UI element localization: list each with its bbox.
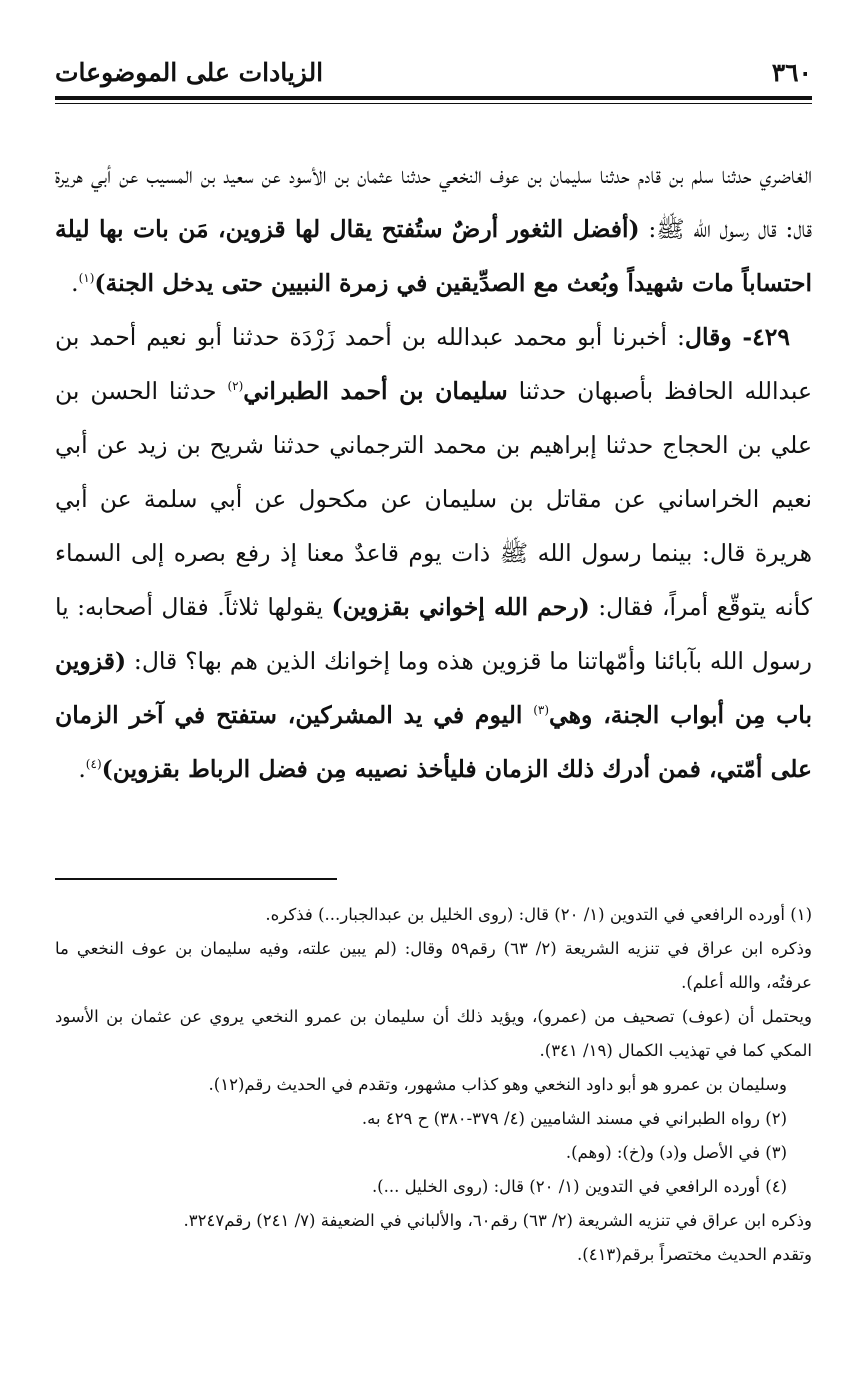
footnotes xyxy=(55,898,812,1272)
page-number: ٣٦٠ xyxy=(771,57,812,87)
paragraph-hadith-429 xyxy=(55,310,812,796)
hadith-text: (أفضل الثغور أرضٌ ستُفتح يقال لها قزوين، مَن بات بها ليلة احتساباً مات شهيداً وبُعث مع الصدِّيقين في زمرة النبيين حتى يدخل الجنة) xyxy=(55,215,812,297)
footnote-2: (٢) رواه الطبراني في مسند الشاميين (٤/ ٣٧٩-٣٨٠) ح ٤٢٩ به. xyxy=(361,1109,787,1128)
running-header xyxy=(55,52,812,92)
header-rule-thick xyxy=(55,96,812,100)
footnote-1: (١) أورده الرافعي في التدوين (١/ ٢٠) قال: (روى الخليل بن عبدالجبار...) فذكره. xyxy=(265,905,812,924)
isnad-text: : أخبرنا أبو محمد عبدالله بن أحمد زَرْدَة حدثنا أبو نعيم أحمد بن عبدالله الحافظ بأصبهان حدثنا xyxy=(55,323,812,405)
isnad-text: الغاضري حدثنا سلم بن قادم حدثنا سليمان بن عوف النخعي حدثنا عثمان بن الأسود عن سعيد بن المسيب عن أبي هريرة قال: قال رسول الله ﷺ: xyxy=(55,161,812,243)
main-text xyxy=(55,148,812,796)
footnote-separator xyxy=(55,878,337,880)
hadith-text: اليوم في يد المشركين، ستفتح في آخر الزمان على أمّتي، فمن أدرك ذلك الزمان فليأخذ نصيبه مِن فضل الرباط بقزوين) xyxy=(55,701,812,783)
footnote-marker: (١) xyxy=(78,271,95,286)
paragraph-continuation xyxy=(55,148,812,310)
paragraph-end: . xyxy=(78,755,86,783)
footnote-4: (٤) أورده الرافعي في التدوين (١/ ٢٠) قال: (روى الخليل ...). xyxy=(371,1177,787,1196)
paragraph-end: . xyxy=(71,269,79,297)
narration-text: يقولها ثلاثاً. فقال أصحابه: يا رسول الله بآبائنا وأمّهاتنا ما قزوين هذه وما إخوانك الذين هم بها؟ قال: xyxy=(55,593,812,675)
footnote-4-cont: وذكره ابن عراق في تنزيه الشريعة (٢/ ٦٣) رقم٦٠، والألباني في الضعيفة (٧/ ٢٤١) رقم٣٢٤٧. xyxy=(183,1211,812,1230)
narration-text: حدثنا الحسن بن علي بن الحجاج حدثنا إبراهيم بن محمد الترجماني حدثنا شريح بن زيد عن أبي نعيم الخراساني عن مقاتل بن سليمان عن مكحول عن أبي سلمة عن أبي هريرة قال: بينما رسول الله ﷺ ذات يوم قاعدٌ معنا إذ رفع بصره إلى السماء كأنه يتوقّع أمراً، فقال: xyxy=(55,377,813,621)
hadith-text: (رحم الله إخواني بقزوين) xyxy=(331,593,590,621)
footnote-marker: (٢) xyxy=(227,379,244,394)
footnote-1-cont: وسليمان بن عمرو هو أبو داود النخعي وهو كذاب مشهور، وتقدم في الحديث رقم(١٢). xyxy=(208,1075,787,1094)
footnote-1-cont: ويحتمل أن (عوف) تصحيف من (عمرو)، ويؤيد ذلك أن سليمان بن عمرو النخعي يروي عن عثمان بن الأسود المكي كما في تهذيب الكمال (١٩/ ٣٤١). xyxy=(55,1007,812,1060)
hadith-text: (قزوين باب مِن أبواب الجنة، وهي xyxy=(55,647,812,729)
footnote-marker: (٣) xyxy=(533,703,550,718)
narrator-name: سليمان بن أحمد الطبراني xyxy=(243,377,508,405)
footnote-marker: (٤) xyxy=(85,757,102,772)
footnote-4-cont: وتقدم الحديث مختصراً برقم(٤١٣). xyxy=(577,1245,812,1264)
book-title: الزيادات على الموضوعات xyxy=(55,57,324,87)
footnote-1-cont: وذكره ابن عراق في تنزيه الشريعة (٢/ ٦٣) رقم٥٩ وقال: (لم يبين علته، وفيه سليمان بن عوف النخعي ما عرفتُه، والله أعلم). xyxy=(55,939,812,992)
hadith-number: ٤٢٩- وقال xyxy=(684,323,790,351)
header-rule-thin xyxy=(55,103,812,104)
footnote-3: (٣) في الأصل و(د) و(خ): (وهم). xyxy=(565,1143,787,1162)
